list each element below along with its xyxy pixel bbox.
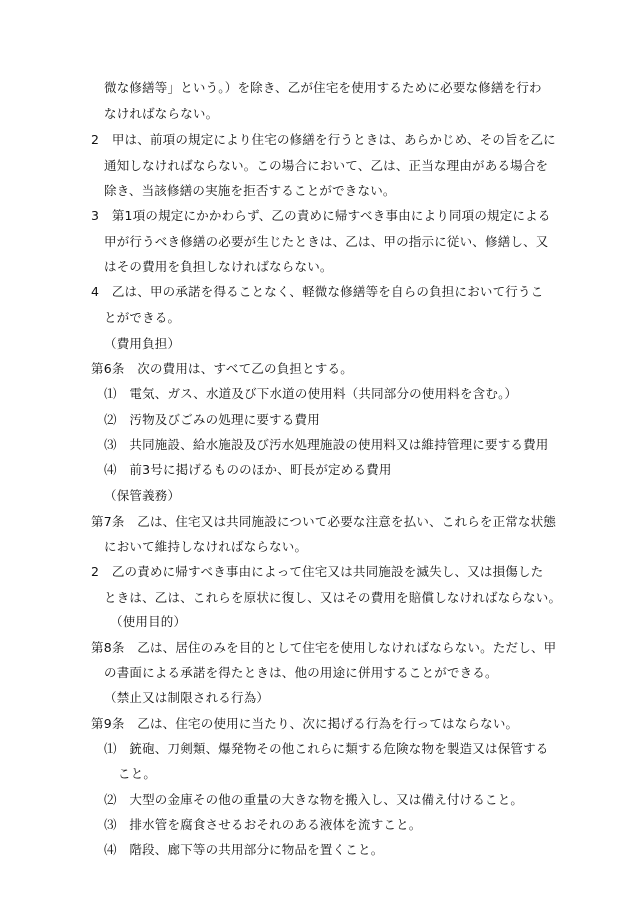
list-item: ⑴ 銃砲、刀剣類、爆発物その他これらに類する危険な物を製造又は保管する [104,741,549,756]
text-line: ときは、乙は、これらを原状に復し、又はその費用を賠償しなければならない。 [104,590,562,605]
list-item: ⑴ 電気、ガス、水道及び下水道の使用料（共同部分の使用料を含む。） [104,386,518,401]
article-line: 第8条 乙は、居住のみを目的として住宅を使用しなければならない。ただし、甲 [91,640,557,655]
list-item: ⑶ 共同施設、給水施設及び汚水処理施設の使用料又は維持管理に要する費用 [104,437,549,452]
text-line: において維持しなければならない。 [104,539,308,554]
paragraph-line: 2 乙の責めに帰すべき事由によって住宅又は共同施設を滅失し、又は損傷した [91,564,544,579]
paragraph-line: 4 乙は、甲の承諾を得ることなく、軽微な修繕等を自らの負担において行うこ [91,284,544,299]
paragraph-line: 3 第1項の規定にかかわらず、乙の責めに帰すべき事由により同項の規定による [91,208,551,223]
section-heading: （費用負担） [104,336,181,351]
text-line: なければならない。 [104,106,219,121]
article-line: 第6条 次の費用は、すべて乙の負担とする。 [91,361,353,376]
section-heading: （禁止又は制限される行為） [104,690,270,705]
text-line: とができる。 [104,310,181,325]
article-line: 第7条 乙は、住宅又は共同施設について必要な注意を払い、これらを正常な状態 [91,514,557,529]
section-heading: （保管義務） [104,488,181,503]
text-line: 微な修繕等」という。）を除き、乙が住宅を使用するために必要な修繕を行わ [104,80,542,95]
text-line: 通知しなければならない。この場合において、乙は、正当な理由がある場合を [104,158,549,173]
article-line: 第9条 乙は、住宅の使用に当たり、次に掲げる行為を行ってはならない。 [91,716,519,731]
section-heading: （使用目的） [110,614,187,629]
text-line: はその費用を負担しなければならない。 [104,259,333,274]
list-item: ⑷ 前3号に掲げるもののほか、町長が定める費用 [104,462,392,477]
list-item: ⑵ 大型の金庫その他の重量の大きな物を搬入し、又は備え付けること。 [104,792,524,807]
text-line: 除き、当該修繕の実施を拒否することができない。 [104,183,396,198]
text-line: の書面による承諾を得たときは、他の用途に併用することができる。 [104,665,498,680]
text-line: こと。 [118,766,157,781]
list-item: ⑷ 階段、廊下等の共用部分に物品を置くこと。 [104,842,384,857]
text-line: 甲が行うべき修繕の必要が生じたときは、乙は、甲の指示に従い、修繕し、又 [104,234,549,249]
paragraph-line: 2 甲は、前項の規定により住宅の修繕を行うときは、あらかじめ、その旨を乙に [91,132,556,147]
list-item: ⑵ 汚物及びごみの処理に要する費用 [104,412,320,427]
list-item: ⑶ 排水管を腐食させるおそれのある液体を流すこと。 [104,817,422,832]
